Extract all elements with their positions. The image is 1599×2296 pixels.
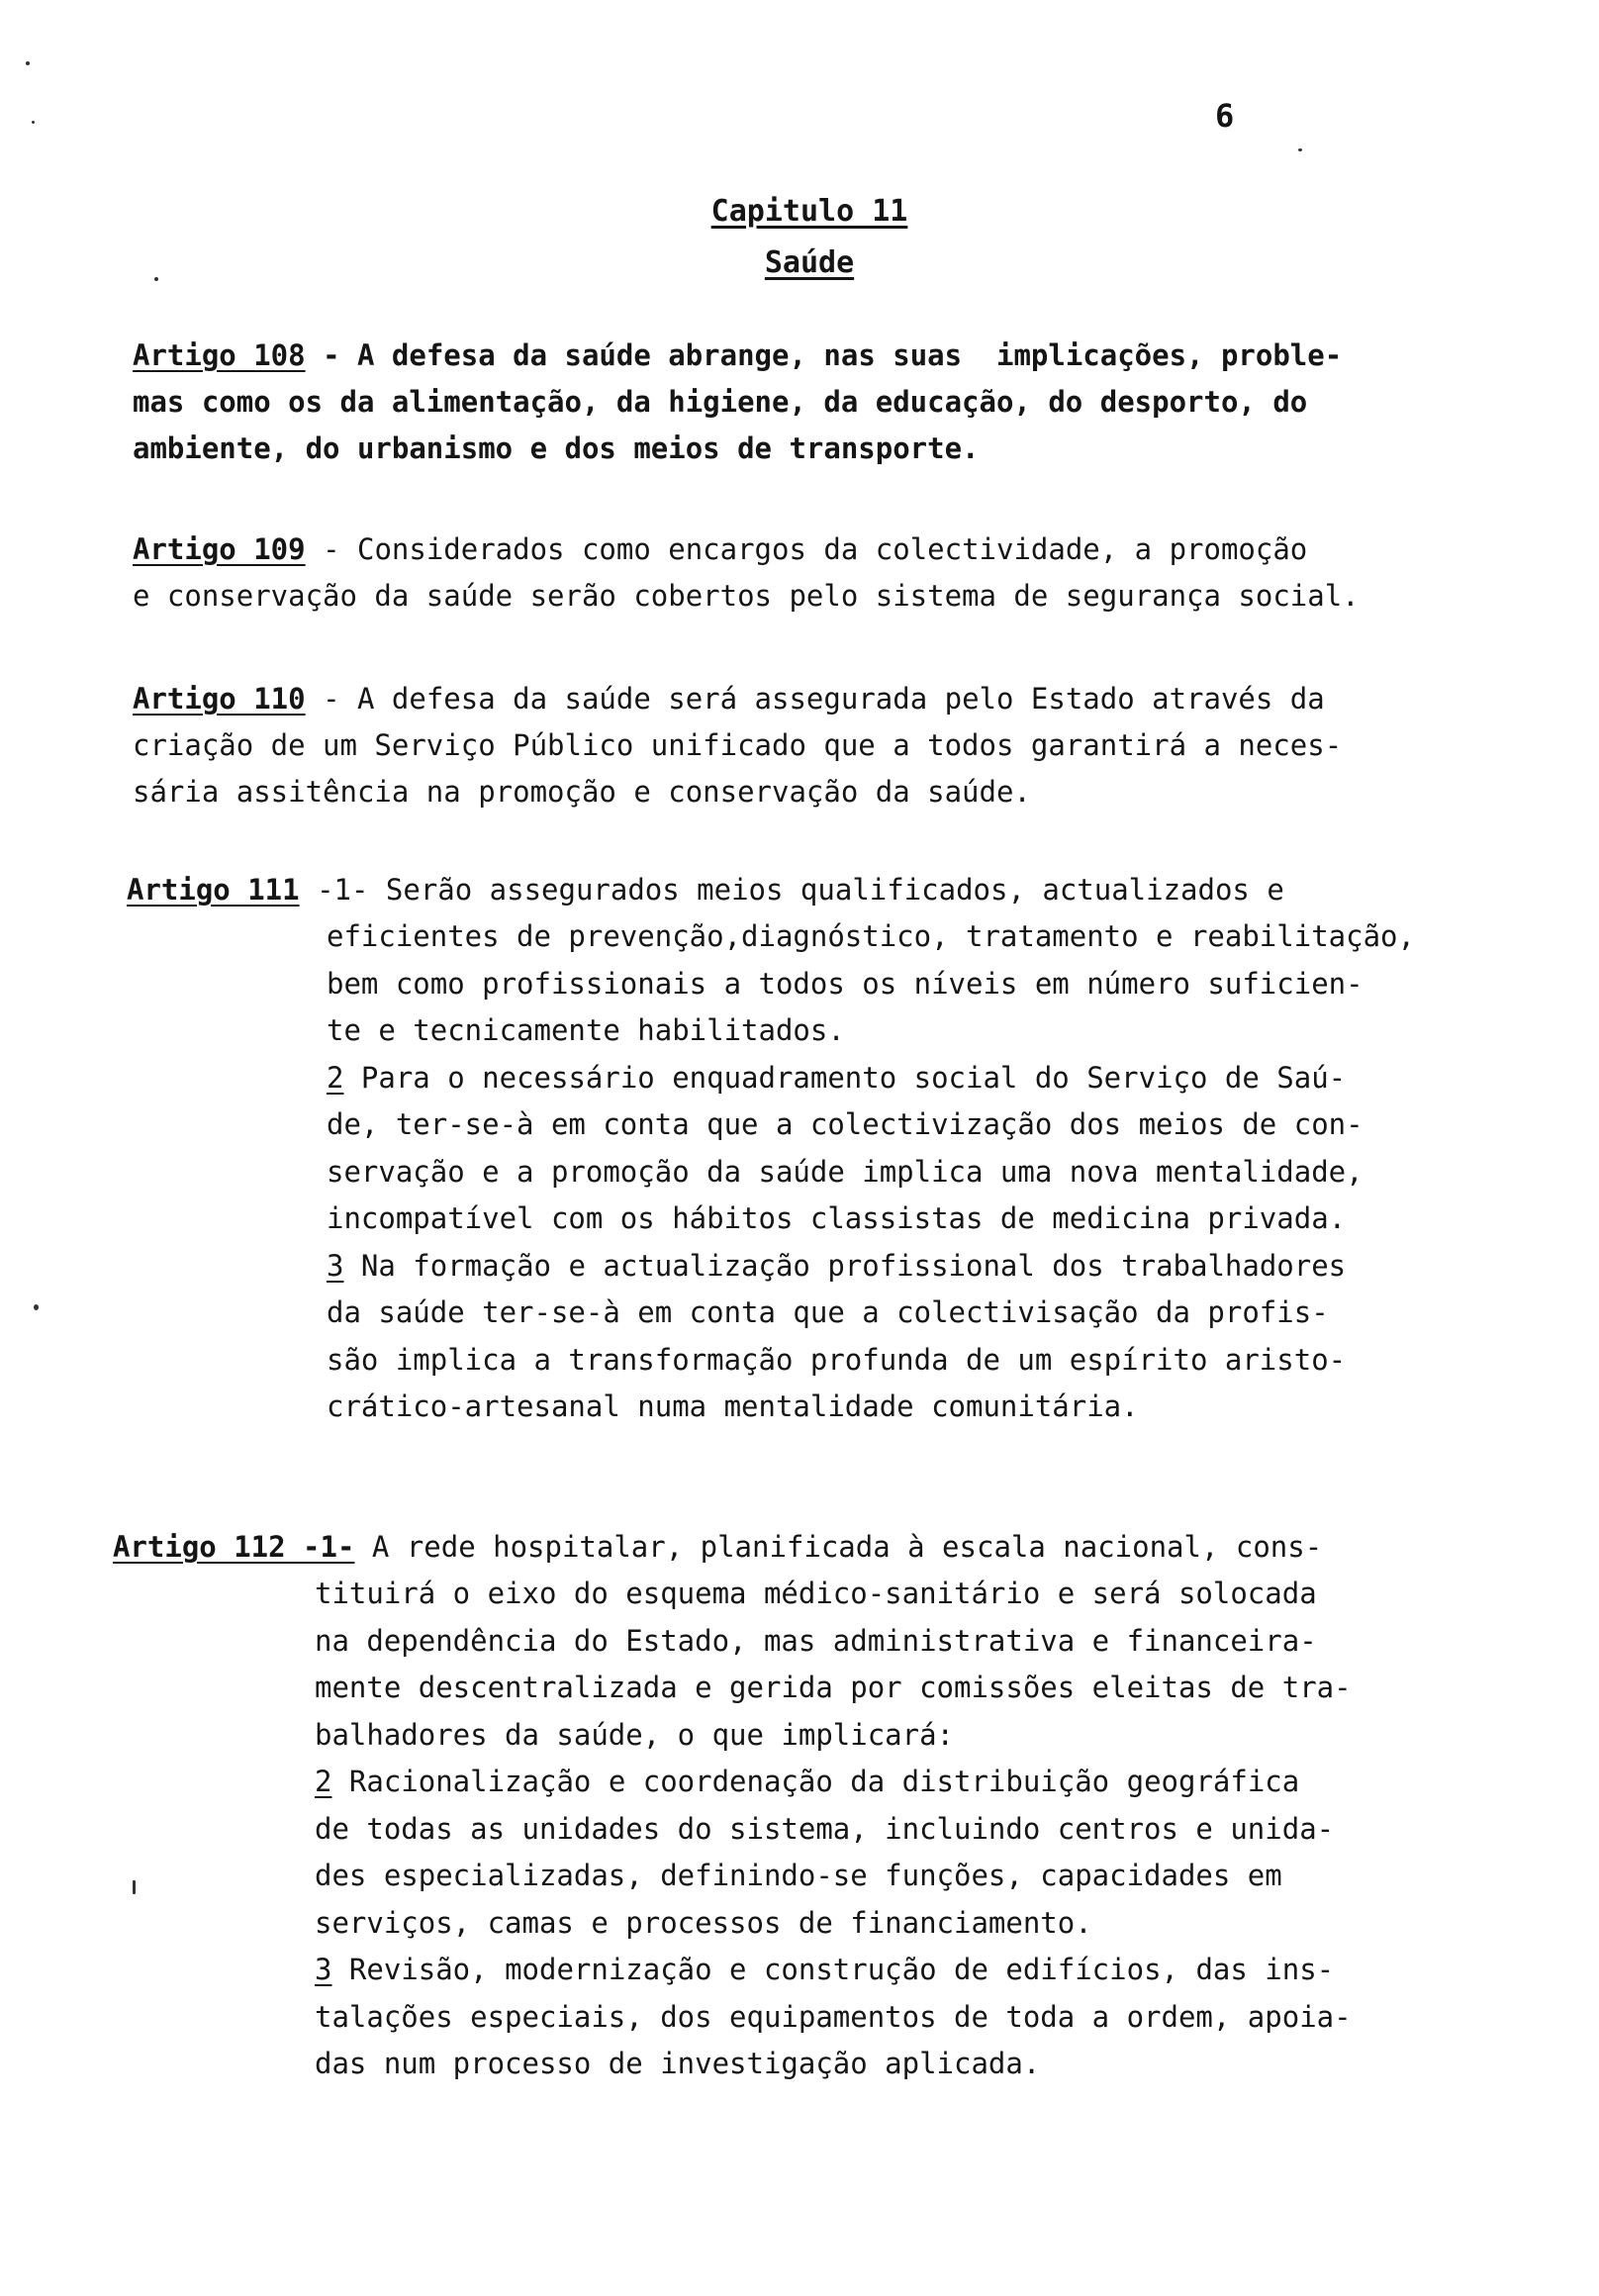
article-111-line: de, ter-se-à em conta que a colectivização dos meios de con- bbox=[327, 1107, 1364, 1141]
chapter-title: Capitulo 11 bbox=[710, 194, 908, 229]
article-108-line: ambiente, do urbanismo e dos meios de transporte. bbox=[133, 431, 980, 465]
article-111-paragraph-number: 2 bbox=[327, 1060, 344, 1095]
article-112-line: de todas as unidades do sistema, incluindo centros e unida- bbox=[315, 1811, 1335, 1846]
article-112-line: mente descentralizada e gerida por comissões eleitas de tra- bbox=[315, 1671, 1352, 1704]
article-109-line: - Considerados como encargos da colectividade, a promoção bbox=[305, 532, 1308, 566]
article-112-line: balhadores da saúde, o que implicará: bbox=[315, 1717, 955, 1752]
article-111-line bbox=[327, 1055, 1415, 1102]
article-112-line: talações especiais, dos equipamentos de toda a ordem, apoia- bbox=[315, 1999, 1352, 2034]
article-109-line: e conservação da saúde serão cobertos pelo sistema de segurança social. bbox=[133, 579, 1360, 613]
article-111-paragraph-number: 3 bbox=[327, 1248, 344, 1283]
article-112-paragraph-number: 3 bbox=[315, 1953, 332, 1986]
article-112-body bbox=[315, 1571, 1352, 2088]
article-108-line: - A defesa da saúde abrange, nas suas implicações, proble- bbox=[305, 338, 1343, 372]
scan-speck bbox=[133, 1880, 136, 1894]
scan-speck bbox=[32, 121, 35, 124]
article-110-line: sária assitência na promoção e conservação da saúde. bbox=[133, 775, 1031, 809]
article-111-line: da saúde ter-se-à em conta que a colectivisação da profis- bbox=[327, 1295, 1329, 1329]
article-112-line-text: Racionalização e coordenação da distribuição geográfica bbox=[331, 1765, 1300, 1798]
article-111-line: te e tecnicamente habilitados. bbox=[327, 1013, 845, 1047]
scan-speck bbox=[26, 61, 30, 65]
article-108 bbox=[133, 333, 1342, 472]
article-111-first-line: -1- Serão assegurados meios qualificados, actualizados e bbox=[299, 873, 1284, 907]
article-112-line: das num processo de investigação aplicada. bbox=[315, 2047, 1041, 2080]
article-111-line: são implica a transformação profunda de um espírito aristo- bbox=[327, 1342, 1347, 1377]
article-112-line: tituirá o eixo do esquema médico-sanitário e será solocada bbox=[315, 1577, 1317, 1610]
article-112 bbox=[113, 1524, 1322, 1571]
article-111-line-text: Para o necessário enquadramento social do Serviço de Saú- bbox=[343, 1060, 1347, 1095]
article-111 bbox=[127, 867, 1284, 913]
article-109 bbox=[133, 526, 1360, 620]
scan-speck bbox=[34, 1304, 39, 1310]
article-111-heading: Artigo 111 bbox=[127, 873, 300, 907]
article-112-paragraph-number: 2 bbox=[315, 1765, 332, 1798]
article-111-line-text: Na formação e actualização profissional dos trabalhadores bbox=[343, 1248, 1347, 1283]
article-112-first-line: A rede hospitalar, planificada à escala nacional, cons- bbox=[354, 1530, 1323, 1564]
article-109-heading: Artigo 109 bbox=[133, 532, 306, 566]
article-112-line: na dependência do Estado, mas administrativa e financeira- bbox=[315, 1623, 1317, 1658]
article-112-line bbox=[315, 1947, 1352, 1994]
article-110 bbox=[133, 676, 1342, 815]
article-108-line: mas como os da alimentação, da higiene, da educação, do desporto, do bbox=[133, 385, 1308, 419]
article-111-line: incompatível com os hábitos classistas de medicina privada. bbox=[327, 1201, 1347, 1235]
article-112-heading: Artigo 112 -1- bbox=[113, 1530, 355, 1564]
chapter-subtitle: Saúde bbox=[764, 245, 855, 280]
scan-speck bbox=[154, 277, 158, 281]
article-111-line: bem como profissionais a todos os níveis em número suficien- bbox=[327, 966, 1364, 1001]
article-111-line: eficientes de prevenção,diagnóstico, tratamento e reabilitação, bbox=[327, 919, 1415, 953]
article-111-line: crático-artesanal numa mentalidade comunitária. bbox=[327, 1389, 1139, 1423]
article-111-body bbox=[327, 913, 1415, 1431]
article-111-line: servação e a promoção da saúde implica uma nova mentalidade, bbox=[327, 1154, 1364, 1189]
article-111-line bbox=[327, 1243, 1415, 1291]
article-112-line: serviços, camas e processos de financiamento. bbox=[315, 1905, 1092, 1940]
article-110-line: criação de um Serviço Público unificado que a todos garantirá a neces- bbox=[133, 728, 1343, 762]
article-112-line bbox=[315, 1759, 1352, 1806]
article-110-line: - A defesa da saúde será assegurada pelo Estado através da bbox=[305, 682, 1325, 716]
article-110-heading: Artigo 110 bbox=[133, 682, 306, 716]
article-112-line-text: Revisão, modernização e construção de edifícios, das ins- bbox=[331, 1953, 1335, 1986]
scan-speck bbox=[1298, 148, 1302, 151]
page-number: 6 bbox=[1215, 97, 1235, 135]
article-108-heading: Artigo 108 bbox=[133, 338, 306, 372]
article-112-line: des especializadas, definindo-se funções, capacidades em bbox=[315, 1859, 1282, 1892]
